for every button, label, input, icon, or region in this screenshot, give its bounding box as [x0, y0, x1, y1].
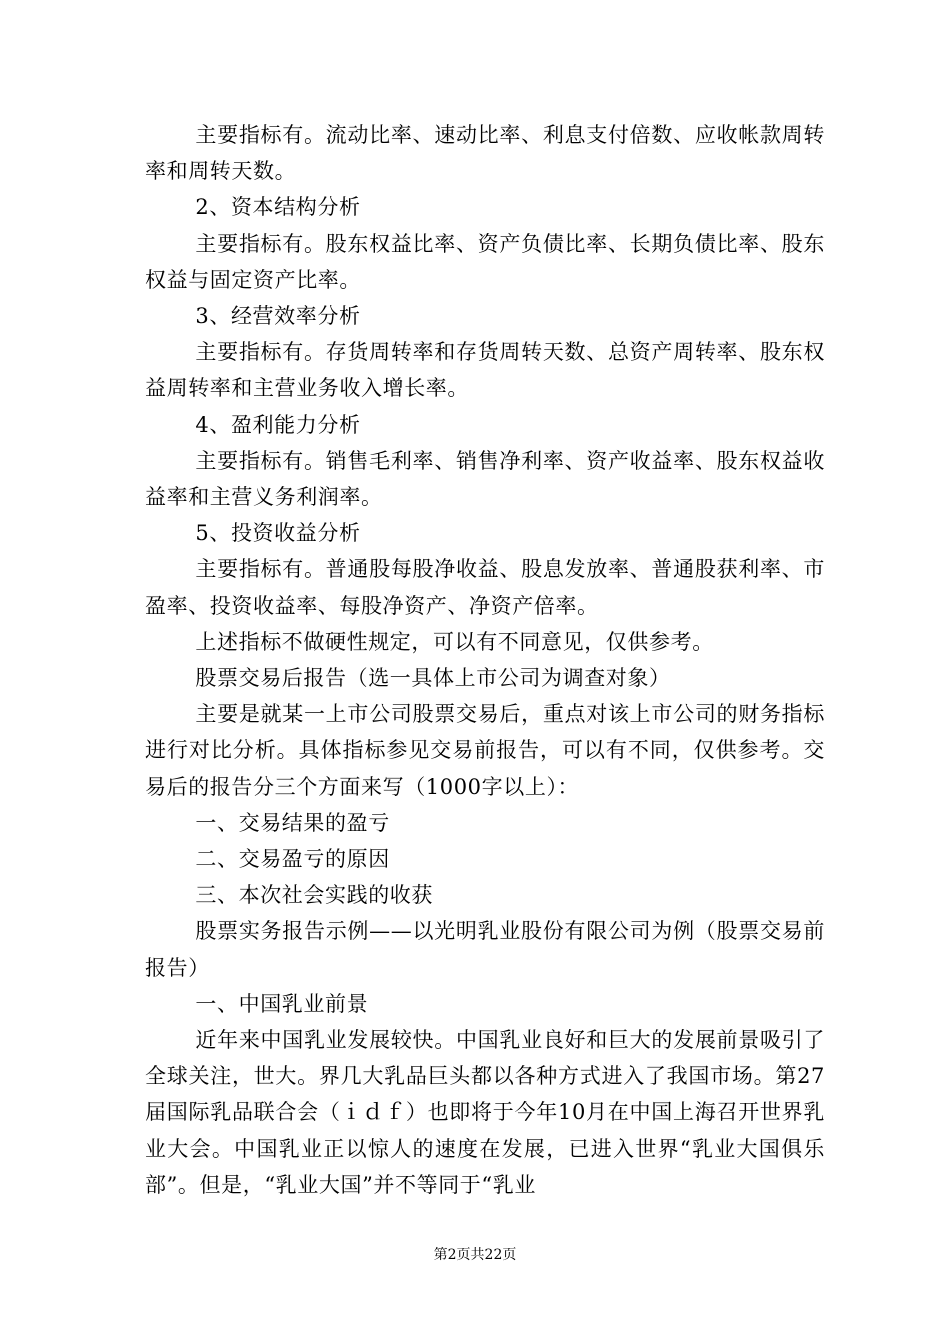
document-body — [145, 117, 825, 1203]
list-item-trade-reason: 二、交易盈亏的原因 — [195, 847, 390, 872]
heading-profitability: 4、盈利能力分析 — [195, 412, 361, 437]
heading-post-trade-report: 股票交易后报告（选一具体上市公司为调查对象） — [195, 666, 671, 691]
paragraph-indicator-note: 上述指标不做硬性规定，可以有不同意见，仅供参考。 — [195, 629, 714, 654]
paragraph-post-trade-description: 主要是就某一上市公司股票交易后，重点对该上市公司的财务指标进行对比分析。具体指标参见交易前报告，可以有不同，仅供参考。交易后的报告分三个方面来写（1000字以上）： — [145, 702, 825, 799]
heading-investment-return: 5、投资收益分析 — [195, 521, 361, 546]
paragraph-capital-indicators: 主要指标有。股东权益比率、资产负债比率、长期负债比率、股东权益与固定资产比率。 — [145, 231, 825, 292]
paragraph-profitability-indicators: 主要指标有。销售毛利率、销售净利率、资产收益率、股东权益收益率和主营义务利润率。 — [145, 448, 825, 510]
paragraph-liquidity-indicators: 主要指标有。流动比率、速动比率、利息支付倍数、应收帐款周转率和周转天数。 — [145, 123, 825, 184]
paragraph-investment-indicators: 主要指标有。普通股每股净收益、股息发放率、普通股获利率、市盈率、投资收益率、每股净资产、净资产倍率。 — [145, 557, 825, 618]
heading-dairy-outlook: 一、中国乳业前景 — [195, 991, 369, 1016]
page-number: 第2页共22页 — [433, 1247, 517, 1263]
paragraph-efficiency-indicators: 主要指标有。存货周转率和存货周转天数、总资产周转率、股东权益周转率和主营业务收入增长率。 — [145, 340, 825, 401]
heading-operating-efficiency: 3、经营效率分析 — [195, 304, 361, 329]
list-item-practice-gains: 三、本次社会实践的收获 — [195, 883, 433, 908]
heading-capital-structure: 2、资本结构分析 — [195, 195, 361, 220]
heading-report-example: 股票实务报告示例——以光明乳业股份有限公司为例（股票交易前报告） — [145, 919, 825, 980]
paragraph-dairy-outlook: 近年来中国乳业发展较快。中国乳业良好和巨大的发展前景吸引了全球关注，世大。界几大乳品巨头都以各种方式进入了我国市场。第27届国际乳品联合会（ｉｄｆ）也即将于今年10月在中国上海召开世界乳业大会。中国乳业正以惊人的速度在发展，已进入世界“乳业大国俱乐部”。但是，“乳业大国”并不等同于“乳业 — [145, 1028, 825, 1197]
list-item-trade-result: 一、交易结果的盈亏 — [195, 810, 390, 835]
page-footer — [0, 1245, 950, 1265]
